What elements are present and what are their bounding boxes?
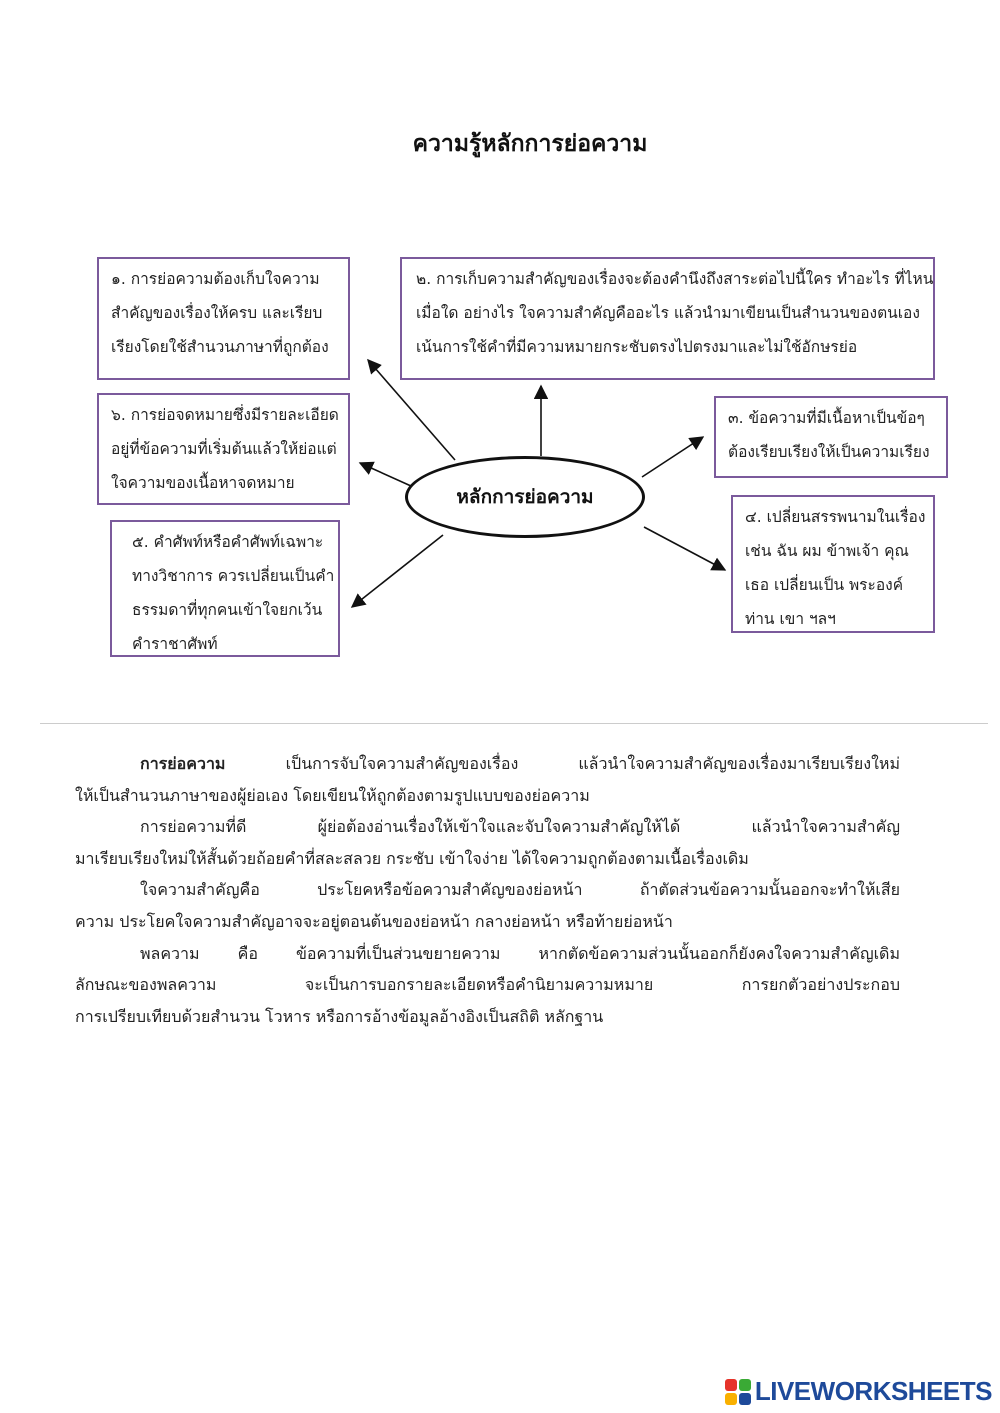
- center-oval: [405, 456, 645, 538]
- arrow-to-box-3: [642, 437, 703, 477]
- principle-box-1: [97, 257, 350, 380]
- box-1-line-3: เรียงโดยใช้สำนวนภาษาที่ถูกต้อง: [111, 338, 329, 356]
- box-3-line-2: ต้องเรียบเรียงให้เป็นความเรียง: [728, 443, 930, 461]
- box-4-line-3: เธอ เปลี่ยนเป็น พระองค์: [745, 576, 904, 594]
- box-2-line-2: เมื่อใด อย่างไร ใจความสำคัญคืออะไร แล้วนำมาเขียนเป็นสำนวนของตนเอง: [416, 304, 920, 322]
- paragraph-4-line-3: การเปรียบเทียบด้วยสำนวน โวหาร หรือการอ้างข้อมูลอ้างอิงเป็นสถิติ หลักฐาน: [75, 1006, 604, 1026]
- box-2-line-3: เน้นการใช้คำที่มีความหมายกระชับตรงไปตรงมาและไม่ใช้อักษรย่อ: [416, 338, 858, 356]
- paragraph-1-line-1-rest: เป็นการจับใจความสำคัญของเรื่อง แล้วนำใจความสำคัญของเรื่องมาเรียบเรียงใหม่: [225, 754, 900, 773]
- logo-square-red: [725, 1379, 737, 1391]
- principle-box-6: [97, 393, 350, 505]
- term-summary: การย่อความ: [140, 754, 226, 773]
- box-3-line-1: ๓. ข้อความที่มีเนื้อหาเป็นข้อๆ: [728, 409, 925, 427]
- box-6-line-2: อยู่ที่ข้อความที่เริ่มต้นแล้วให้ย่อแต่: [111, 440, 337, 458]
- box-4-line-2: เช่น ฉัน ผม ข้าพเจ้า คุณ: [745, 542, 909, 560]
- principle-box-2: [400, 257, 935, 380]
- paragraph-1-line-1: [75, 748, 900, 780]
- box-1-line-2: สำคัญของเรื่องให้ครบ และเรียบ: [111, 304, 323, 322]
- center-label: หลักการย่อความ: [456, 486, 594, 508]
- watermark-text: LIVEWORKSHEETS: [754, 1376, 992, 1406]
- box-6-line-3: ใจความของเนื้อหาจดหมาย: [111, 474, 295, 492]
- box-5-line-4: คำราชาศัพท์: [132, 635, 218, 653]
- body-text: [75, 748, 900, 1032]
- paragraph-3-line-1: ใจความสำคัญคือ ประโยคหรือข้อความสำคัญของย่อหน้า ถ้าตัดส่วนข้อความนั้นออกจะทำให้เสีย: [140, 880, 900, 900]
- box-5-line-2: ทางวิชาการ ควรเปลี่ยนเป็นคำ: [132, 567, 335, 585]
- logo-square-blue: [739, 1393, 751, 1405]
- box-1-line-1: ๑. การย่อความต้องเก็บใจความ: [111, 270, 320, 288]
- paragraph-4-line-1: พลความ คือ ข้อความที่เป็นส่วนขยายความ หากตัดข้อความส่วนนั้นออกก็ยังคงใจความสำคัญเดิม: [140, 943, 900, 963]
- box-2-line-1: ๒. การเก็บความสำคัญของเรื่องจะต้องคำนึงถึงสาระต่อไปนี้ใคร ทำอะไร ที่ไหน: [416, 270, 934, 288]
- logo-square-yellow: [725, 1393, 737, 1405]
- logo-square-green: [739, 1379, 751, 1391]
- paragraph-2-line-2: มาเรียบเรียงใหม่ให้สั้นด้วยถ้อยคำที่สละสลวย กระชับ เข้าใจง่าย ได้ใจความถูกต้องตามเนื้อเรื่องเดิม: [75, 848, 749, 868]
- box-4-line-4: ท่าน เขา ฯลฯ: [745, 610, 836, 628]
- arrow-to-box-4: [644, 527, 725, 570]
- page-title: ความรู้หลักการย่อความ: [412, 131, 648, 157]
- principle-box-3: [714, 396, 948, 478]
- paragraph-3-line-2: ความ ประโยคใจความสำคัญอาจจะอยู่ตอนต้นของย่อหน้า กลางย่อหน้า หรือท้ายย่อหน้า: [75, 911, 673, 931]
- arrow-to-box-6: [360, 463, 411, 486]
- box-5-line-3: ธรรมดาที่ทุกคนเข้าใจยกเว้น: [132, 601, 323, 619]
- principle-box-5: [110, 520, 340, 657]
- principle-box-4: [731, 495, 935, 633]
- paragraph-2-line-1: การย่อความที่ดี ผู้ย่อต้องอ่านเรื่องให้เข้าใจและจับใจความสำคัญให้ได้ แล้วนำใจความสำคัญ: [140, 817, 900, 837]
- liveworksheets-logo-icon: [725, 1379, 751, 1405]
- box-4-line-1: ๔. เปลี่ยนสรรพนามในเรื่อง: [745, 508, 926, 526]
- paragraph-1-line-2: ให้เป็นสำนวนภาษาของผู้ย่อเอง โดยเขียนให้ถูกต้องตามรูปแบบของย่อความ: [75, 785, 590, 805]
- box-5-line-1: ๕. คำศัพท์หรือคำศัพท์เฉพาะ: [132, 533, 324, 551]
- liveworksheets-watermark: [725, 1376, 992, 1407]
- paragraph-4-line-2: ลักษณะของพลความ จะเป็นการบอกรายละเอียดหรือคำนิยามความหมาย การยกตัวอย่างประกอบ: [75, 975, 900, 995]
- box-6-line-1: ๖. การย่อจดหมายซึ่งมีรายละเอียด: [111, 406, 339, 424]
- arrow-to-box-5: [352, 535, 443, 607]
- section-divider: [40, 723, 988, 724]
